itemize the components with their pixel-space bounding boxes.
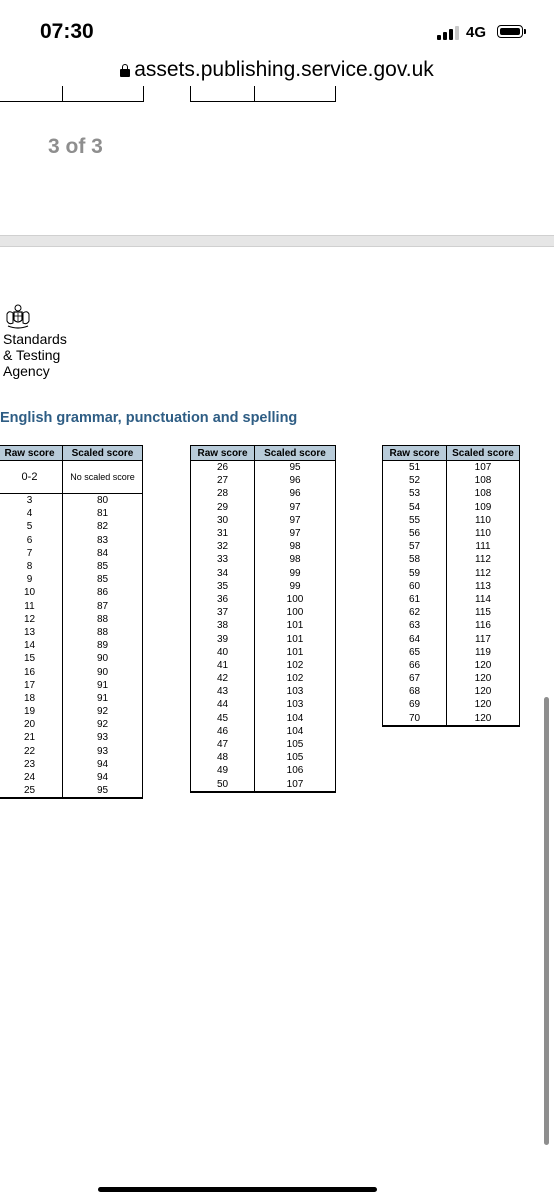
raw-score-cell: 57: [383, 540, 447, 553]
raw-score-cell: 21: [0, 731, 63, 744]
scaled-score-cell: 97: [255, 501, 336, 514]
raw-score-cell: 7: [0, 547, 63, 560]
scaled-score-cell: 102: [255, 672, 336, 685]
raw-score-cell: 17: [0, 679, 63, 692]
scaled-score-cell: 97: [255, 514, 336, 527]
scaled-score-cell: 99: [255, 567, 336, 580]
table-row: [0, 626, 143, 639]
scaled-score-cell: 92: [63, 705, 143, 718]
table-row: [0, 652, 143, 665]
scrollbar[interactable]: [544, 697, 549, 1145]
scaled-score-cell: 100: [255, 606, 336, 619]
table-row: [0, 639, 143, 652]
raw-score-cell: 8: [0, 560, 63, 573]
table-row: [191, 580, 336, 593]
scaled-score-cell: 120: [447, 712, 520, 726]
table-row: [383, 461, 520, 475]
table-row: [383, 698, 520, 711]
raw-score-cell: 9: [0, 573, 63, 586]
raw-score-header: Raw score: [383, 446, 447, 461]
scaled-score-cell: 86: [63, 586, 143, 599]
raw-score-cell: 48: [191, 751, 255, 764]
raw-score-cell: 33: [191, 553, 255, 566]
scaled-score-cell: 102: [255, 659, 336, 672]
scaled-score-header: Scaled score: [63, 446, 143, 461]
subject-title: English grammar, punctuation and spelling: [0, 410, 298, 426]
table-row: [383, 527, 520, 540]
raw-score-cell: 55: [383, 514, 447, 527]
table-row: [191, 712, 336, 725]
raw-score-cell: 37: [191, 606, 255, 619]
scaled-score-cell: 103: [255, 685, 336, 698]
scaled-score-cell: 103: [255, 698, 336, 711]
table-row: [191, 659, 336, 672]
scaled-score-cell: 96: [255, 474, 336, 487]
raw-score-cell: 26: [191, 461, 255, 475]
address-bar[interactable]: [0, 58, 554, 88]
home-indicator[interactable]: [98, 1187, 377, 1192]
raw-score-cell: 11: [0, 600, 63, 613]
table-row: [191, 474, 336, 487]
scaled-score-cell: 93: [63, 731, 143, 744]
scaled-score-cell: 100: [255, 593, 336, 606]
scaled-score-header: Scaled score: [447, 446, 520, 461]
table-row: [191, 487, 336, 500]
raw-score-cell: 28: [191, 487, 255, 500]
table-row: [191, 514, 336, 527]
table-row: [383, 685, 520, 698]
raw-score-cell: 16: [0, 665, 63, 678]
scaled-score-cell: 98: [255, 540, 336, 553]
raw-score-cell: 53: [383, 487, 447, 500]
raw-score-cell: 46: [191, 725, 255, 738]
raw-score-cell: 30: [191, 514, 255, 527]
raw-score-cell: 44: [191, 698, 255, 711]
scaled-score-cell: 120: [447, 672, 520, 685]
raw-score-cell: 67: [383, 672, 447, 685]
scaled-score-cell: 115: [447, 606, 520, 619]
raw-score-cell: 14: [0, 639, 63, 652]
table-row: [383, 474, 520, 487]
table-row: [191, 778, 336, 792]
scaled-score-cell: 107: [255, 778, 336, 792]
scaled-score-cell: 111: [447, 540, 520, 553]
scaled-score-cell: 88: [63, 613, 143, 626]
scaled-score-cell: 98: [255, 553, 336, 566]
scaled-score-cell: 110: [447, 514, 520, 527]
score-table: [0, 445, 143, 799]
table-row: [0, 771, 143, 784]
table-row: [0, 731, 143, 744]
raw-score-cell: 56: [383, 527, 447, 540]
scaled-score-cell: 93: [63, 745, 143, 758]
scaled-score-cell: 117: [447, 632, 520, 645]
scaled-score-cell: 101: [255, 632, 336, 645]
scaled-score-cell: 89: [63, 639, 143, 652]
table-row: [0, 705, 143, 718]
table-row: [0, 547, 143, 560]
table-row: [0, 758, 143, 771]
score-table: [382, 445, 520, 727]
raw-score-cell: 59: [383, 567, 447, 580]
scaled-score-cell: 101: [255, 619, 336, 632]
table-row: [0, 507, 143, 520]
scaled-score-cell: 114: [447, 593, 520, 606]
scaled-score-cell: 94: [63, 771, 143, 784]
scaled-score-cell: 97: [255, 527, 336, 540]
table-row: [0, 534, 143, 547]
network-type: 4G: [466, 24, 487, 41]
table-row: [0, 665, 143, 678]
raw-score-cell: 20: [0, 718, 63, 731]
raw-score-cell: 32: [191, 540, 255, 553]
score-table: [190, 445, 336, 793]
table-row: [191, 606, 336, 619]
scaled-score-cell: 88: [63, 626, 143, 639]
table-row: [191, 725, 336, 738]
table-row: [191, 672, 336, 685]
url-text: assets.publishing.service.gov.uk: [134, 58, 434, 81]
scaled-score-cell: 105: [255, 751, 336, 764]
scaled-score-cell: 83: [63, 534, 143, 547]
scaled-score-cell: 104: [255, 725, 336, 738]
raw-score-cell: 69: [383, 698, 447, 711]
raw-score-cell: 40: [191, 646, 255, 659]
table-row: [383, 632, 520, 645]
raw-score-cell: 47: [191, 738, 255, 751]
agency-line: & Testing: [3, 347, 61, 363]
table-row: [0, 573, 143, 586]
raw-score-cell: 3: [0, 494, 63, 508]
raw-score-cell: 49: [191, 764, 255, 777]
agency-name: [3, 331, 67, 379]
table-row: [383, 487, 520, 500]
table-row: [383, 567, 520, 580]
table-row: [383, 593, 520, 606]
scaled-score-cell: 84: [63, 547, 143, 560]
scaled-score-cell: 82: [63, 520, 143, 533]
raw-score-cell: 18: [0, 692, 63, 705]
scaled-score-cell: 109: [447, 501, 520, 514]
status-bar: [0, 0, 554, 56]
scaled-score-cell: 110: [447, 527, 520, 540]
scaled-score-cell: 80: [63, 494, 143, 508]
table-row: [383, 672, 520, 685]
raw-score-cell: 31: [191, 527, 255, 540]
raw-score-cell: 38: [191, 619, 255, 632]
raw-score-cell: 35: [191, 580, 255, 593]
raw-score-cell: 70: [383, 712, 447, 726]
page-separator: [0, 235, 554, 247]
signal-strength-icon: [437, 26, 459, 40]
table-row: [191, 751, 336, 764]
scaled-score-cell: 119: [447, 646, 520, 659]
table-row: [0, 679, 143, 692]
table-row: [383, 712, 520, 726]
scaled-score-cell: 104: [255, 712, 336, 725]
raw-score-cell: 66: [383, 659, 447, 672]
table-row: [0, 560, 143, 573]
raw-score-header: Raw score: [191, 446, 255, 461]
scaled-score-cell: 95: [63, 784, 143, 798]
scaled-score-cell: No scaled score: [63, 461, 143, 494]
table-row: [383, 646, 520, 659]
raw-score-cell: 36: [191, 593, 255, 606]
previous-page-fragment: [0, 86, 554, 104]
scaled-score-cell: 85: [63, 573, 143, 586]
table-row: [0, 692, 143, 705]
scaled-score-cell: 112: [447, 553, 520, 566]
raw-score-cell: 15: [0, 652, 63, 665]
raw-score-cell: 68: [383, 685, 447, 698]
table-row: [0, 745, 143, 758]
table-row: [191, 685, 336, 698]
raw-score-cell: 29: [191, 501, 255, 514]
raw-score-cell: 0-2: [0, 461, 63, 494]
table-row: [191, 738, 336, 751]
scaled-score-cell: 96: [255, 487, 336, 500]
scaled-score-cell: 99: [255, 580, 336, 593]
table-row: [0, 586, 143, 599]
scaled-score-header: Scaled score: [255, 446, 336, 461]
table-row: [0, 600, 143, 613]
raw-score-cell: 4: [0, 507, 63, 520]
table-row: [383, 580, 520, 593]
raw-score-cell: 54: [383, 501, 447, 514]
raw-score-cell: 58: [383, 553, 447, 566]
table-row: [191, 619, 336, 632]
scaled-score-cell: 101: [255, 646, 336, 659]
raw-score-cell: 25: [0, 784, 63, 798]
table-row: [0, 520, 143, 533]
scaled-score-cell: 116: [447, 619, 520, 632]
table-row: [191, 553, 336, 566]
table-row: [383, 659, 520, 672]
scaled-score-cell: 94: [63, 758, 143, 771]
raw-score-cell: 39: [191, 632, 255, 645]
page-counter: 3 of 3: [48, 135, 103, 158]
raw-score-cell: 65: [383, 646, 447, 659]
table-row: [191, 698, 336, 711]
raw-score-cell: 42: [191, 672, 255, 685]
scaled-score-cell: 91: [63, 679, 143, 692]
raw-score-cell: 5: [0, 520, 63, 533]
raw-score-cell: 51: [383, 461, 447, 475]
raw-score-cell: 61: [383, 593, 447, 606]
raw-score-cell: 63: [383, 619, 447, 632]
table-row: [191, 632, 336, 645]
table-row: [191, 593, 336, 606]
raw-score-cell: 24: [0, 771, 63, 784]
table-row: [0, 784, 143, 798]
scaled-score-cell: 120: [447, 698, 520, 711]
table-row: [0, 718, 143, 731]
scaled-score-cell: 90: [63, 665, 143, 678]
table-row: [191, 646, 336, 659]
raw-score-cell: 50: [191, 778, 255, 792]
raw-score-cell: 10: [0, 586, 63, 599]
scaled-score-cell: 87: [63, 600, 143, 613]
scaled-score-cell: 108: [447, 487, 520, 500]
scaled-score-cell: 105: [255, 738, 336, 751]
table-row: [191, 501, 336, 514]
table-row: [191, 527, 336, 540]
raw-score-cell: 45: [191, 712, 255, 725]
scaled-score-cell: 92: [63, 718, 143, 731]
table-row: [0, 613, 143, 626]
raw-score-cell: 52: [383, 474, 447, 487]
clock-time: 07:30: [40, 20, 94, 43]
raw-score-cell: 64: [383, 632, 447, 645]
scaled-score-cell: 81: [63, 507, 143, 520]
royal-crest-icon: [4, 304, 32, 330]
raw-score-cell: 19: [0, 705, 63, 718]
raw-score-cell: 13: [0, 626, 63, 639]
table-row: [383, 540, 520, 553]
table-row: [383, 514, 520, 527]
raw-score-cell: 12: [0, 613, 63, 626]
table-row: [191, 540, 336, 553]
table-row: [383, 619, 520, 632]
raw-score-cell: 22: [0, 745, 63, 758]
lock-icon: [120, 64, 130, 77]
raw-score-cell: 43: [191, 685, 255, 698]
raw-score-cell: 62: [383, 606, 447, 619]
table-row: [0, 461, 143, 494]
raw-score-header: Raw score: [0, 446, 63, 461]
raw-score-cell: 41: [191, 659, 255, 672]
battery-icon: [497, 25, 523, 38]
table-row: [191, 567, 336, 580]
scaled-score-cell: 106: [255, 764, 336, 777]
scaled-score-cell: 112: [447, 567, 520, 580]
table-row: [0, 494, 143, 508]
table-row: [191, 461, 336, 475]
raw-score-cell: 6: [0, 534, 63, 547]
scaled-score-cell: 85: [63, 560, 143, 573]
table-row: [383, 553, 520, 566]
scaled-score-cell: 95: [255, 461, 336, 475]
table-row: [383, 606, 520, 619]
scaled-score-cell: 90: [63, 652, 143, 665]
raw-score-cell: 23: [0, 758, 63, 771]
scaled-score-cell: 91: [63, 692, 143, 705]
table-row: [191, 764, 336, 777]
raw-score-cell: 27: [191, 474, 255, 487]
scaled-score-cell: 120: [447, 685, 520, 698]
scaled-score-cell: 108: [447, 474, 520, 487]
raw-score-cell: 60: [383, 580, 447, 593]
agency-line: Agency: [3, 363, 50, 379]
agency-line: Standards: [3, 331, 67, 347]
scaled-score-cell: 107: [447, 461, 520, 475]
scaled-score-cell: 113: [447, 580, 520, 593]
scaled-score-cell: 120: [447, 659, 520, 672]
table-row: [383, 501, 520, 514]
raw-score-cell: 34: [191, 567, 255, 580]
